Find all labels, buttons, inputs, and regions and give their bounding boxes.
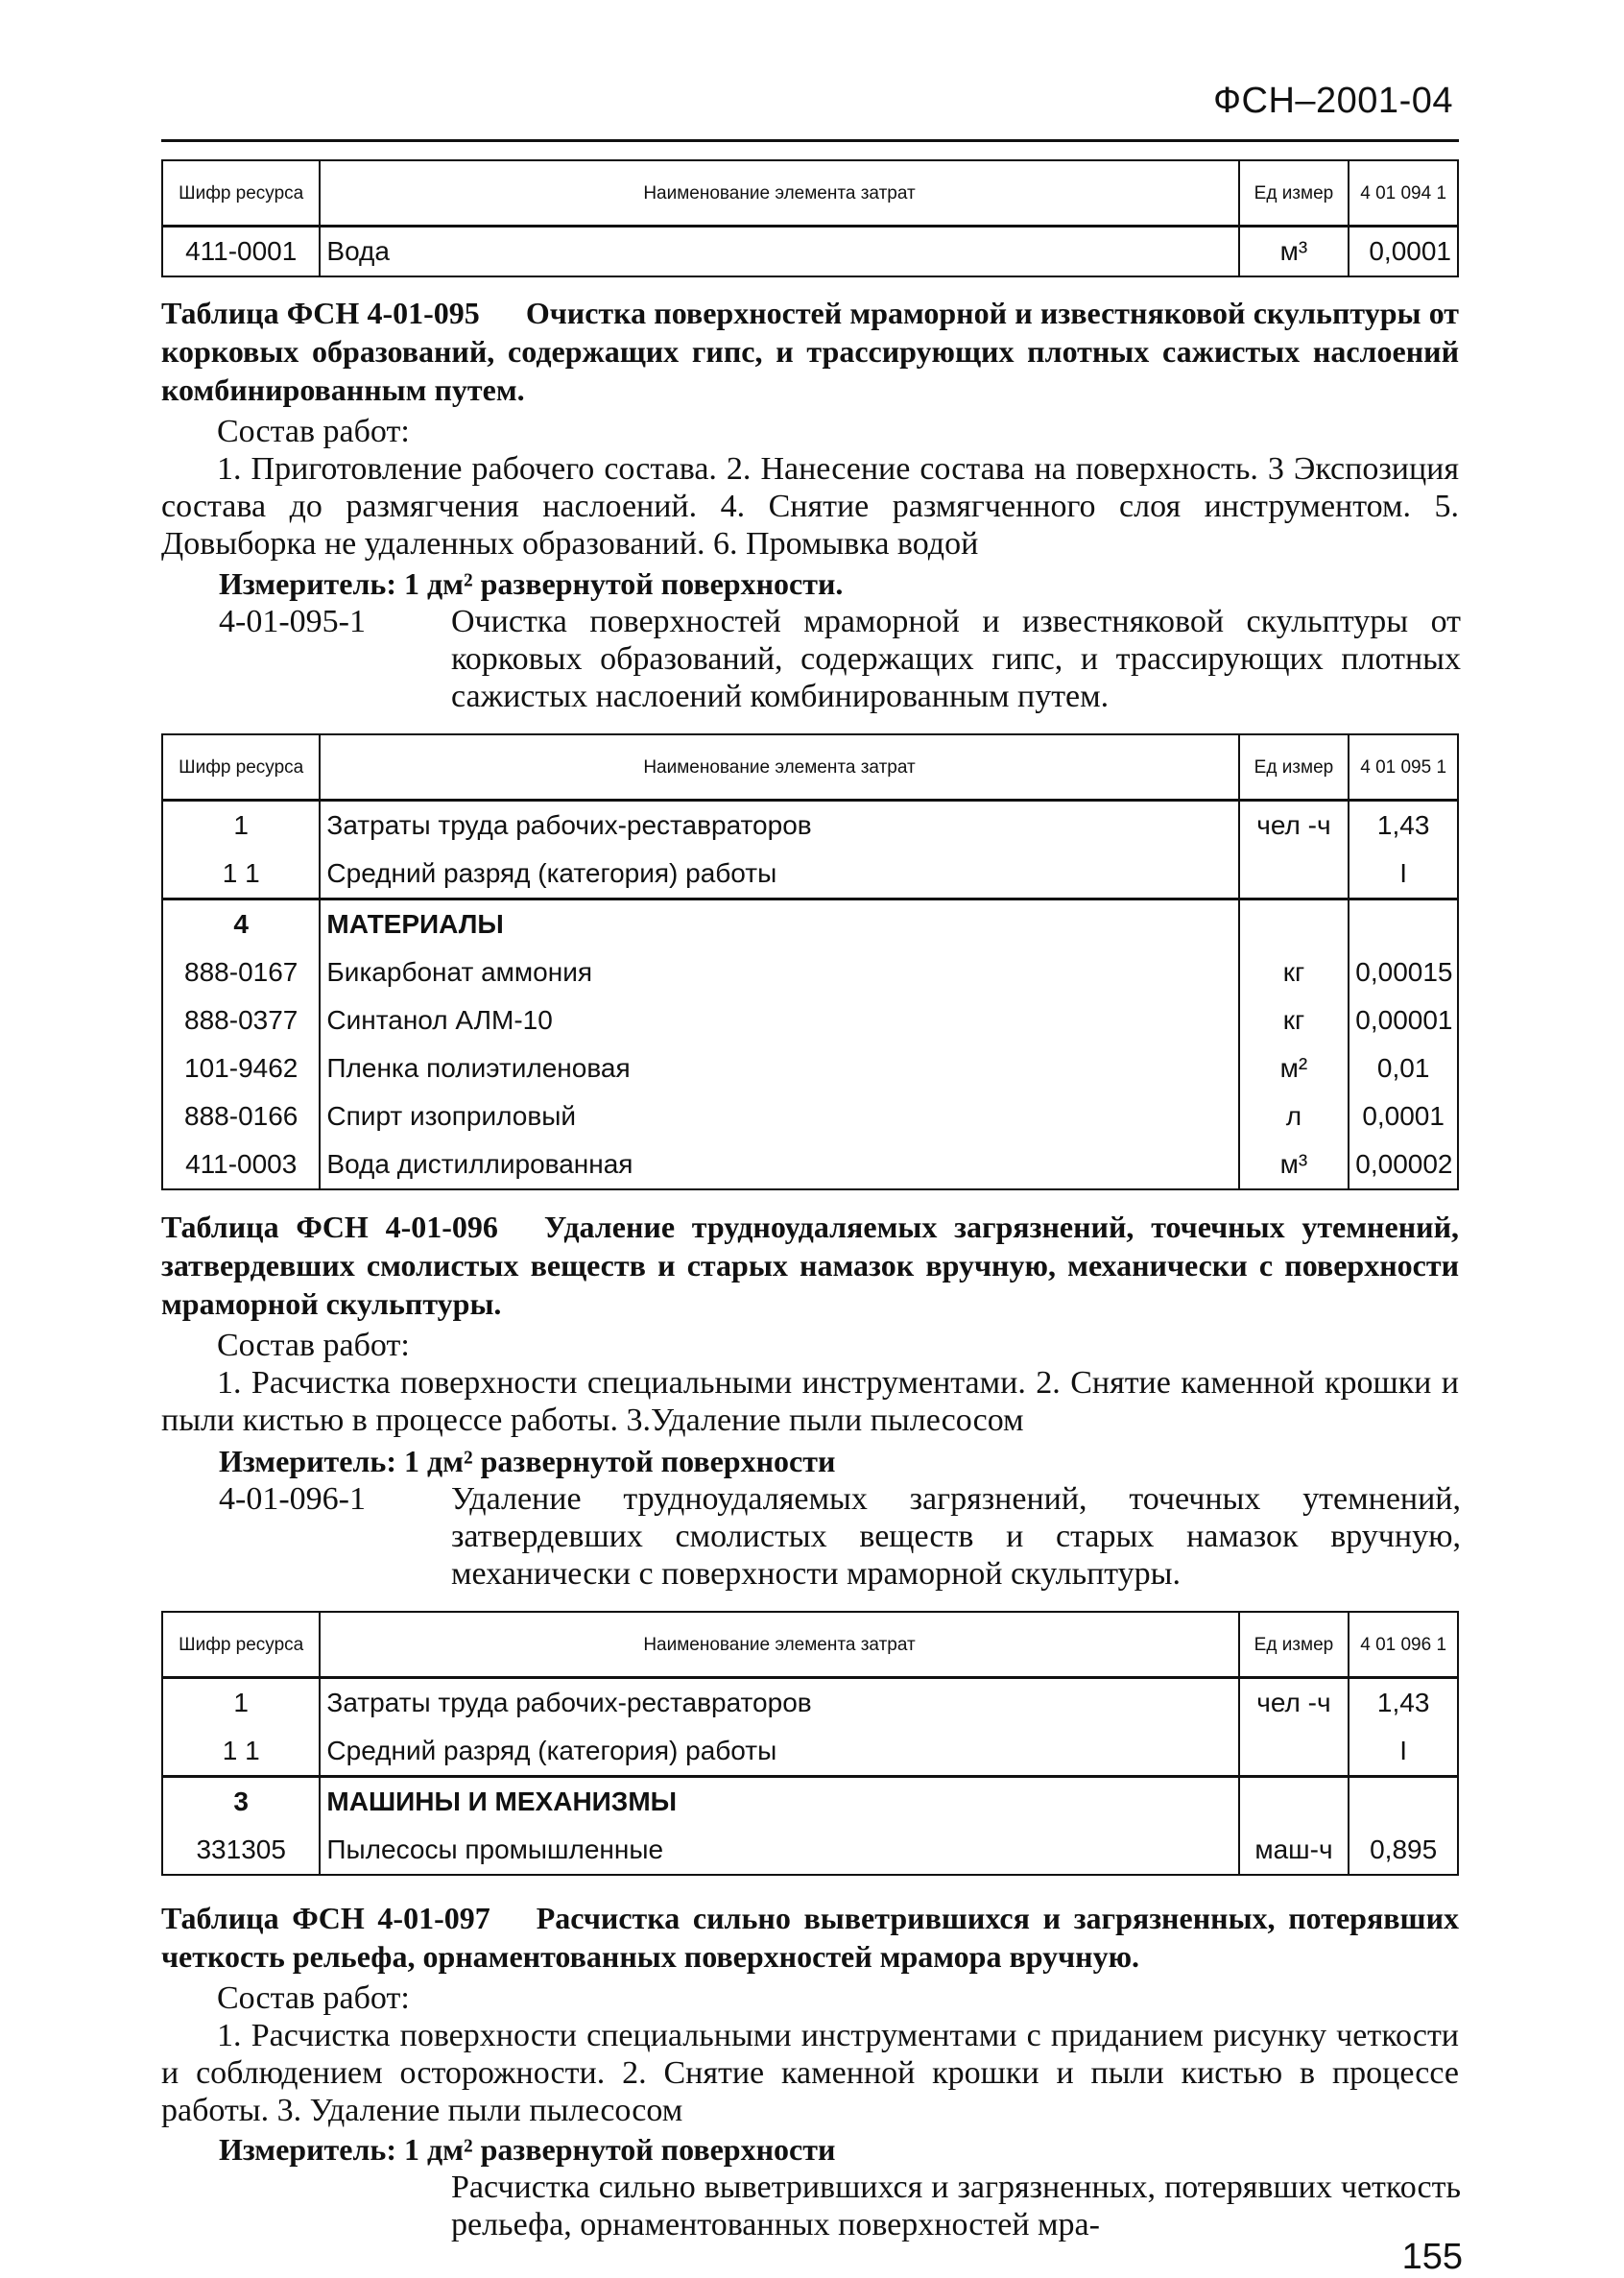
position-text: Удаление трудноудаляемых загрязнений, точечных утемнений, затвердевших смолистых веществ и старых намазок вручную, механически с поверхности мраморной скульптуры. [451,1481,1461,1592]
table-row: 1 1 Средний разряд (категория) работы I [162,1727,1458,1777]
resource-table-096 [161,1611,1459,1876]
table-row: 888-0167 Бикарбонат аммония кг 0,00015 [162,948,1458,996]
table-row: 331305 Пылесосы промышленные маш-ч 0,895 [162,1826,1458,1875]
position-text: Расчистка сильно выветрившихся и загрязненных, потерявших четкость рельефа, орнаментованных поверхностей мра- [451,2170,1461,2242]
col-header-code: Шифр ресурса [162,734,320,801]
col-header-name: Наименование элемента затрат [320,160,1238,227]
work-label: Состав работ: [217,1328,410,1363]
table-row: 888-0377 Синтанол АЛМ-10 кг 0,00001 [162,996,1458,1044]
page-number: 155 [1401,2237,1463,2277]
resource-table-094 [161,159,1459,277]
measure-line: Измеритель: 1 дм² развернутой поверхности [219,2132,836,2167]
work-items: 1. Расчистка поверхности специальными инструментами. 2. Снятие каменной крошки и пыли кистью в процессе работы. 3.Удаление пыли пылесосом [161,1365,1459,1438]
position-code: 4-01-095-1 [219,604,366,639]
col-header-value: 4 01 096 1 [1349,1612,1458,1678]
col-header-value: 4 01 094 1 [1349,160,1458,227]
resource-table-095 [161,733,1459,1190]
document-code: ФСН–2001-04 [1213,81,1453,121]
col-header-value: 4 01 095 1 [1349,734,1458,801]
work-label: Состав работ: [217,1980,410,2016]
table-row: 411-0003 Вода дистиллированная м³ 0,00002 [162,1140,1458,1189]
col-header-name: Наименование элемента затрат [320,734,1238,801]
table-row: 1 1 Средний разряд (категория) работы I [162,850,1458,899]
col-header-code: Шифр ресурса [162,1612,320,1678]
work-label: Состав работ: [217,414,410,449]
section-row: 3 МАШИНЫ И МЕХАНИЗМЫ [162,1777,1458,1827]
measure-line: Измеритель: 1 дм² развернутой поверхности. [219,566,844,601]
col-header-unit: Ед измер [1239,1612,1349,1678]
section-row: 4 МАТЕРИАЛЫ [162,899,1458,949]
table-row: 1 Затраты труда рабочих-реставраторов чел -ч 1,43 [162,801,1458,851]
position-code: 4-01-096-1 [219,1481,366,1517]
table-row: 411-0001 Вода м³ 0,0001 [162,227,1458,277]
work-items: 1. Приготовление рабочего состава. 2. Нанесение состава на поверхность. 3 Экспозиция состава до размягчения наслоений. 4. Снятие размягченного слоя инструментом. 5. Довыборка не удаленных образований. 6. Промывка водой [161,451,1459,562]
table-row: 1 Затраты труда рабочих-реставраторов чел -ч 1,43 [162,1678,1458,1728]
work-items: 1. Расчистка поверхности специальными инструментами с приданием рисунку четкости и соблюдением осторожности. 2. Снятие каменной крошки и пыли кистью в процессе работы. 3. Удаление пыли пылесосом [161,2018,1459,2128]
col-header-name: Наименование элемента затрат [320,1612,1238,1678]
col-header-unit: Ед измер [1239,160,1349,227]
table-row: 888-0166 Спирт изоприловый л 0,0001 [162,1092,1458,1140]
table-row: 101-9462 Пленка полиэтиленовая м² 0,01 [162,1044,1458,1092]
table-095-title: Таблица ФСН 4-01-095 Очистка поверхностей мраморной и известняковой скульптуры от корковых образований, содержащих гипс, и трассирующих плотных сажистых наслоений комбинированным путем. [161,296,1460,407]
position-text: Очистка поверхностей мраморной и известняковой скульптуры от корковых образований, содержащих гипс, и трассирующих плотных сажистых наслоений комбинированным путем. [451,604,1461,714]
col-header-code: Шифр ресурса [162,160,320,227]
table-097-title: Таблица ФСН 4-01-097 Расчистка сильно выветрившихся и загрязненных, потерявших четкость рельефа, орнаментованных поверхностей мрамора вручную. [161,1901,1459,1974]
col-header-unit: Ед измер [1239,734,1349,801]
header-rule [161,139,1459,142]
table-096-title: Таблица ФСН 4-01-096 Удаление трудноудаляемых загрязнений, точечных утемнений, затвердевших смолистых веществ и старых намазок вручную, механически с поверхности мраморной скульптуры. [161,1210,1460,1321]
measure-line: Измеритель: 1 дм² развернутой поверхности [219,1444,836,1478]
